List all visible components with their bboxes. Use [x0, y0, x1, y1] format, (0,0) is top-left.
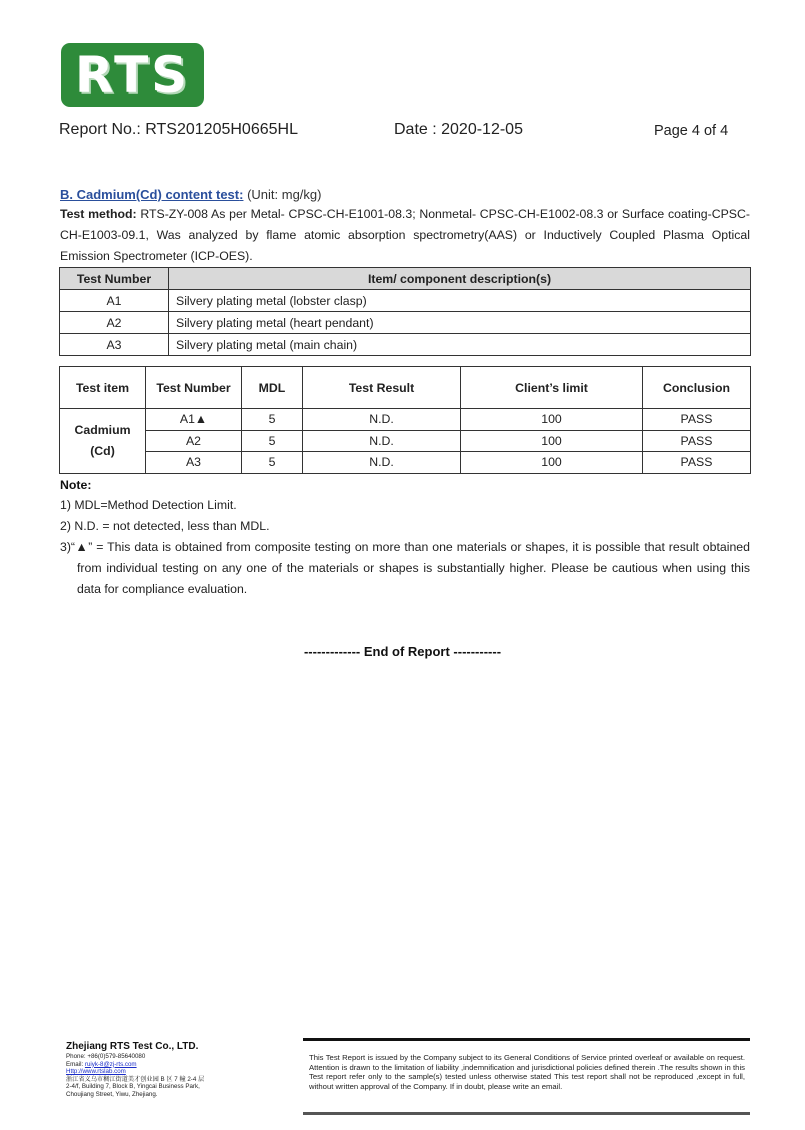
footer-address-en-1: 2-4/f, Building 7, Block B, Yingcai Business Park, [66, 1083, 200, 1091]
sample-number: A2 [60, 312, 169, 334]
notes-title: Note: [60, 478, 92, 492]
footer-address-cn: 浙江省义乌市稠江街道美才创业园 B 区 7 幢 2-4 层 [66, 1075, 205, 1083]
result-conclusion: PASS [643, 452, 751, 474]
test-method [60, 204, 750, 267]
header-description: Item/ component description(s) [169, 268, 751, 290]
result-limit: 100 [461, 452, 643, 474]
result-mdl: 5 [242, 452, 303, 474]
result-mdl: 5 [242, 409, 303, 431]
samples-table-header [60, 268, 751, 290]
footer-address-en-2: Choujiang Street, Yiwu, Zhejiang. [66, 1090, 158, 1098]
note-item: 1) MDL=Method Detection Limit. [60, 498, 237, 512]
result-value: N.D. [303, 452, 461, 474]
result-test-number: A3 [146, 452, 242, 474]
result-conclusion: PASS [643, 430, 751, 452]
sample-number: A3 [60, 334, 169, 356]
result-test-number: A1▲ [146, 409, 242, 431]
footer-phone: Phone: +86(0)579-85640080 [66, 1053, 146, 1060]
result-test-number: A2 [146, 430, 242, 452]
rts-logo [61, 43, 204, 107]
disclaimer-text: This Test Report is issued by the Company subject to its General Conditions of Service printed overleaf or available on request. Attention is drawn to the limitation of liability ,indemnification and jurisdictional policies defined therein .The results shown in this Test report refer only to the sample(s) tested unless otherwise stated This test report shall not be reproduced ,except in full, without written approval of the Company. If in doubt, please write an email. [309, 1053, 745, 1091]
table-row [60, 430, 751, 452]
header-clients-limit: Client’s limit [461, 367, 643, 409]
test-item-cadmium: Cadmium (Cd) [60, 409, 146, 474]
header-test-number: Test Number [146, 367, 242, 409]
table-row [60, 290, 751, 312]
header-test-number: Test Number [60, 268, 169, 290]
test-method-text: RTS-ZY-008 As per Metal- CPSC-CH-E1001-08.3; Nonmetal- CPSC-CH-E1002-08.3 or Surface coating-CPSC-CH-E1003-09.1, Was analyzed by flame atomic absorption spectrometry(AAS) or Inductively Coupled Plasma Optical Emission Spectrometer (ICP-OES). [60, 207, 750, 263]
table-row [60, 334, 751, 356]
table-row [60, 452, 751, 474]
result-mdl: 5 [242, 430, 303, 452]
note-item: 2) N.D. = not detected, less than MDL. [60, 519, 270, 533]
footer-email-link[interactable]: ruiyk-8@zj-rts.com [84, 1060, 137, 1068]
sample-description: Silvery plating metal (heart pendant) [169, 312, 751, 334]
result-limit: 100 [461, 430, 643, 452]
results-table-header [60, 367, 751, 409]
footer-contact [66, 1053, 204, 1099]
header-conclusion: Conclusion [643, 367, 751, 409]
notes-list [60, 495, 750, 600]
section-title [60, 187, 321, 202]
header-test-result: Test Result [303, 367, 461, 409]
report-date: Date : 2020-12-05 [394, 121, 523, 138]
table-row [60, 312, 751, 334]
disclaimer-bottom-rule [303, 1112, 750, 1115]
note-item: 3)“▲” = This data is obtained from composite testing on more than one materials or shapes, it is possible that result obtained from individual testing on any one of the materials or shapes is substantially higher. Please be cautious when using this data for compliance evaluation. [60, 540, 750, 596]
test-method-label: Test method: [60, 207, 137, 221]
result-value: N.D. [303, 430, 461, 452]
samples-table [59, 267, 751, 356]
end-of-report: ------------- End of Report ----------- [303, 644, 502, 659]
result-limit: 100 [461, 409, 643, 431]
sample-description: Silvery plating metal (main chain) [169, 334, 751, 356]
disclaimer-top-rule [303, 1038, 750, 1041]
section-unit: (Unit: mg/kg) [243, 187, 322, 202]
header-mdl: MDL [242, 367, 303, 409]
results-table [59, 366, 751, 474]
footer-website-link[interactable]: Http://www.rtslab.com [66, 1068, 126, 1076]
table-row [60, 409, 751, 431]
page-number: Page 4 of 4 [654, 123, 729, 139]
footer-company-name: Zhejiang RTS Test Co., LTD. [66, 1041, 199, 1052]
section-title-text: B. Cadmium(Cd) content test: [60, 187, 244, 202]
logo-text: RTS [74, 46, 191, 104]
footer-email-line: Email: ruiyk-8@zj-rts.com [66, 1060, 137, 1068]
result-value: N.D. [303, 409, 461, 431]
sample-description: Silvery plating metal (lobster clasp) [169, 290, 751, 312]
header-test-item: Test item [60, 367, 146, 409]
sample-number: A1 [60, 290, 169, 312]
result-conclusion: PASS [643, 409, 751, 431]
report-number: Report No.: RTS201205H0665HL [59, 121, 298, 138]
